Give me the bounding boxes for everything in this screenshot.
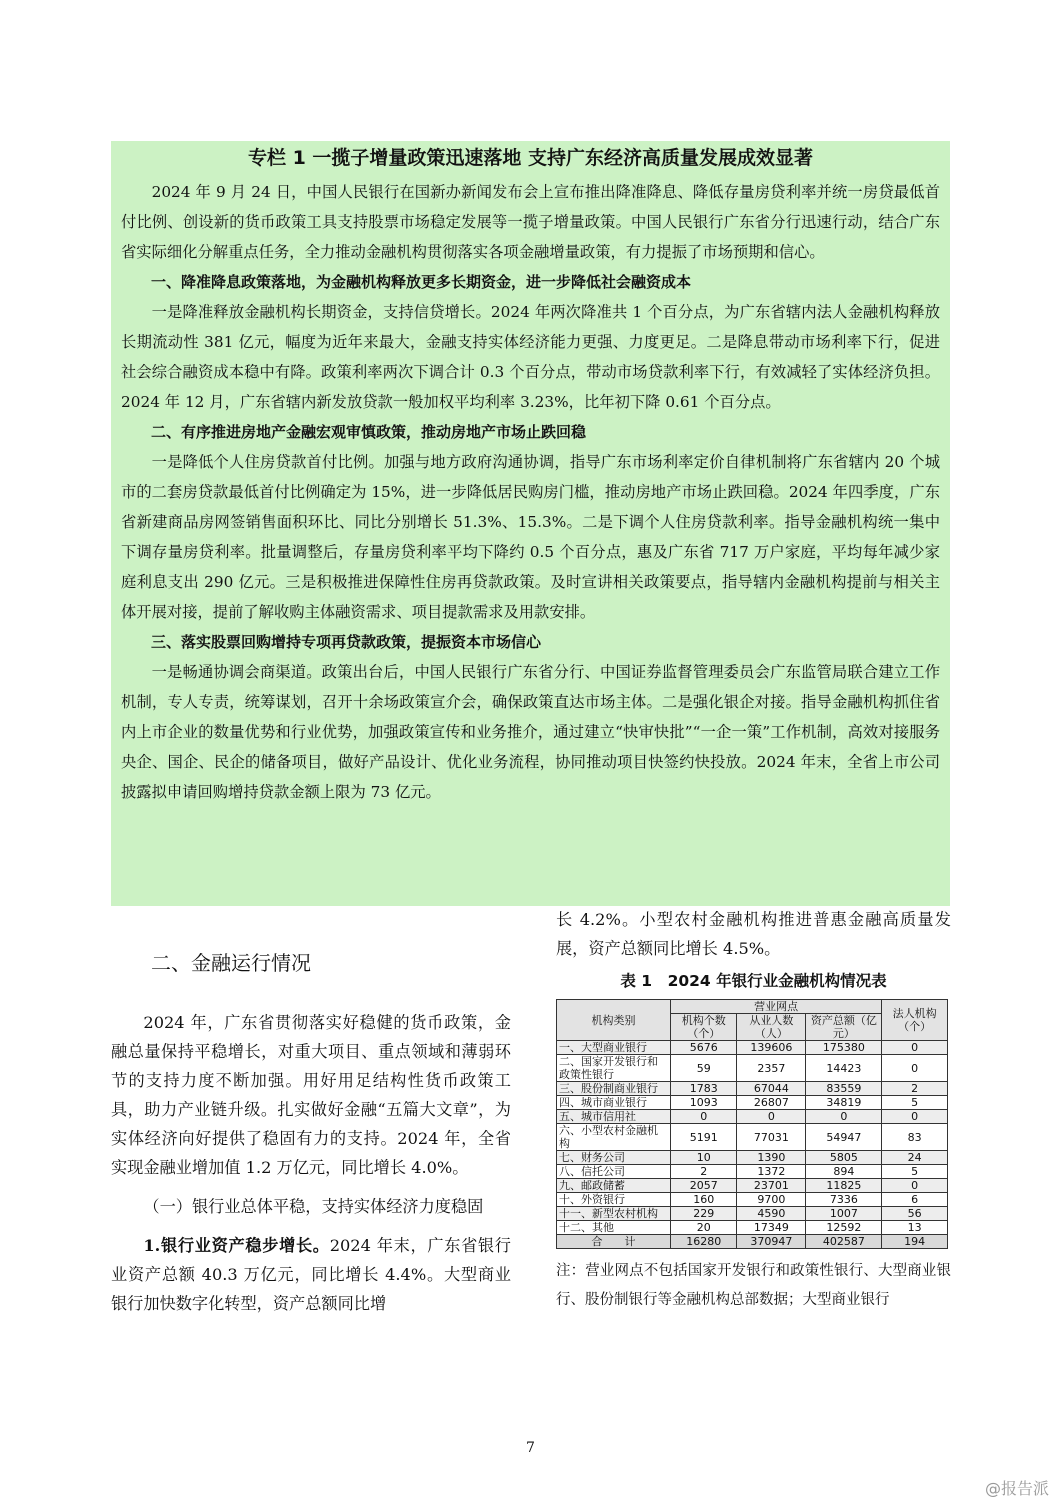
cell-assets: 83559 [806, 1082, 882, 1096]
header-type: 机构类别 [557, 1000, 671, 1041]
paragraph-text: 2024 年末，广东省银行业资产总额 40.3 万亿元，同比增长 4.4%。大型商业银行加快数字化转型，资产总额同比增 [111, 1236, 511, 1313]
cell-name: 三、股份制商业银行 [557, 1082, 671, 1096]
cell-assets: 894 [806, 1165, 882, 1179]
cell-count: 229 [671, 1207, 737, 1221]
box-paragraph-2: 一是降低个人住房贷款首付比例。加强与地方政府沟通协调，指导广东市场利率定价自律机制将广东省辖内 20 个城市的二套房贷款最低首付比例确定为 15%，进一步降低居民购房门槛，推动房地产市场止跌回稳。2024 年四季度，广东省新建商品房网签销售面积环比、同比分别增长 51.3%、15.3%。二是下调个人住房贷款利率。指导金融机构统一集中下调存量房贷利率。批量调整后，存量房贷利率平均下降约 0.5 个百分点，惠及广东省 717 万户家庭，平均每年减少家庭利息支出 290 亿元。三是积极推进保障性住房再贷款政策。及时宣讲相关政策要点，指导辖内金融机构提前与相关主体开展对接，提前了解收购主体融资需求、项目提款需求及用款安排。 [121, 453, 940, 621]
cell-staff: 4590 [737, 1207, 806, 1221]
table-row [557, 1096, 948, 1110]
header-count: 机构个数（个） [671, 1014, 737, 1041]
header-assets: 资产总额（亿元） [806, 1014, 882, 1041]
cell-name: 四、城市商业银行 [557, 1096, 671, 1110]
box-intro: 2024 年 9 月 24 日，中国人民银行在国新办新闻发布会上宣布推出降准降息、降低存量房贷利率并统一房贷最低首付比例、创设新的货币政策工具支持股票市场稳定发展等一揽子增量政策。中国人民银行广东省分行迅速行动，结合广东省实际细化分解重点任务，全力推动金融机构贯彻落实各项金融增量政策，有力提振了市场预期和信心。 [121, 183, 940, 261]
cell-count: 5191 [671, 1124, 737, 1151]
table-row [557, 1207, 948, 1221]
right-column [556, 905, 951, 1315]
cell-name: 二、国家开发银行和政策性银行 [557, 1055, 671, 1082]
table-row [557, 1165, 948, 1179]
cell-legal: 13 [882, 1221, 948, 1235]
cell-assets: 1007 [806, 1207, 882, 1221]
right-paragraph: 长 4.2%。小型农村金融机构推进普惠金融高质量发展，资产总额同比增长 4.5%。 [556, 910, 951, 958]
table-row [557, 1041, 948, 1055]
page-number: 7 [526, 1440, 535, 1456]
left-paragraph-2 [111, 1231, 511, 1318]
cell-name: 六、小型农村金融机构 [557, 1124, 671, 1151]
cell-count: 59 [671, 1055, 737, 1082]
header-group: 营业网点 [671, 1000, 882, 1014]
table-row [557, 1151, 948, 1165]
table-row [557, 1110, 948, 1124]
cell-staff: 1372 [737, 1165, 806, 1179]
cell-count: 1093 [671, 1096, 737, 1110]
cell-staff: 23701 [737, 1179, 806, 1193]
table-row [557, 1082, 948, 1096]
table-row [557, 1193, 948, 1207]
total-count: 16280 [671, 1235, 737, 1249]
cell-name: 七、财务公司 [557, 1151, 671, 1165]
cell-staff: 9700 [737, 1193, 806, 1207]
cell-staff: 2357 [737, 1055, 806, 1082]
watermark: @报告派 [984, 1479, 1049, 1498]
cell-name: 九、邮政储蓄 [557, 1179, 671, 1193]
total-legal: 194 [882, 1235, 948, 1249]
box-paragraph-3: 一是畅通协调会商渠道。政策出台后，中国人民银行广东省分行、中国证券监督管理委员会广东监管局联合建立工作机制，专人专责，统筹谋划，召开十余场政策宣介会，确保政策直达市场主体。二是强化银企对接。指导金融机构抓住省内上市企业的数量优势和行业优势，加强政策宣传和业务推介，通过建立“快审快批”“一企一策”工作机制，高效对接服务央企、国企、民企的储备项目，做好产品设计、优化业务流程，协同推动项目快签约快投放。2024 年末，全省上市公司披露拟申请回购增持贷款金额上限为 73 亿元。 [121, 663, 940, 801]
table-caption: 表 1 2024 年银行业金融机构情况表 [620, 972, 887, 990]
table-row [557, 1221, 948, 1235]
table-row [557, 1179, 948, 1193]
cell-count: 2057 [671, 1179, 737, 1193]
subsection-title: （一）银行业总体平稳，支持实体经济力度稳固 [143, 1197, 484, 1216]
cell-legal: 0 [882, 1041, 948, 1055]
cell-assets: 12592 [806, 1221, 882, 1235]
cell-assets: 7336 [806, 1193, 882, 1207]
cell-staff: 17349 [737, 1221, 806, 1235]
cell-name: 十、外资银行 [557, 1193, 671, 1207]
cell-legal: 56 [882, 1207, 948, 1221]
cell-assets: 14423 [806, 1055, 882, 1082]
cell-legal: 0 [882, 1055, 948, 1082]
cell-legal: 5 [882, 1096, 948, 1110]
cell-count: 5676 [671, 1041, 737, 1055]
cell-count: 1783 [671, 1082, 737, 1096]
header-legal: 法人机构（个） [882, 1000, 948, 1041]
cell-count: 10 [671, 1151, 737, 1165]
cell-name: 八、信托公司 [557, 1165, 671, 1179]
cell-legal: 2 [882, 1082, 948, 1096]
table-note: 注：营业网点不包括国家开发银行和政策性银行、大型商业银行、股份制银行等金融机构总部数据；大型商业银行 [556, 1263, 951, 1308]
total-staff: 370947 [737, 1235, 806, 1249]
cell-assets: 175380 [806, 1041, 882, 1055]
cell-count: 20 [671, 1221, 737, 1235]
cell-legal: 24 [882, 1151, 948, 1165]
total-assets: 402587 [806, 1235, 882, 1249]
cell-count: 160 [671, 1193, 737, 1207]
cell-staff: 67044 [737, 1082, 806, 1096]
total-label: 合 计 [557, 1235, 671, 1249]
cell-staff: 77031 [737, 1124, 806, 1151]
cell-legal: 83 [882, 1124, 948, 1151]
left-column [111, 940, 511, 1318]
box-heading-1: 一、降准降息政策落地，为金融机构释放更多长期资金，进一步降低社会融资成本 [151, 273, 692, 291]
cell-staff: 139606 [737, 1041, 806, 1055]
table-total-row [557, 1235, 948, 1249]
cell-legal: 5 [882, 1165, 948, 1179]
cell-name: 十二、其他 [557, 1221, 671, 1235]
cell-assets: 34819 [806, 1096, 882, 1110]
cell-name: 一、大型商业银行 [557, 1041, 671, 1055]
table-row [557, 1055, 948, 1082]
cell-staff: 1390 [737, 1151, 806, 1165]
cell-legal: 0 [882, 1179, 948, 1193]
policy-box [111, 141, 950, 906]
cell-legal: 6 [882, 1193, 948, 1207]
header-staff: 从业人数（人） [737, 1014, 806, 1041]
section-title: 二、金融运行情况 [151, 951, 311, 975]
box-heading-3: 三、落实股票回购增持专项再贷款政策，提振资本市场信心 [151, 633, 542, 651]
box-title: 专栏 1 一揽子增量政策迅速落地 支持广东经济高质量发展成效显著 [247, 147, 814, 169]
table-row [557, 1124, 948, 1151]
box-heading-2: 二、有序推进房地产金融宏观审慎政策，推动房地产市场止跌回稳 [151, 423, 587, 441]
cell-legal: 0 [882, 1110, 948, 1124]
box-paragraph-1: 一是降准释放金融机构长期资金，支持信贷增长。2024 年两次降准共 1 个百分点，为广东省辖内法人金融机构释放长期流动性 381 亿元，幅度为近年来最大，金融支持实体经济能力更强、力度更足。二是降息带动市场利率下行，促进社会综合融资成本稳中有降。政策利率两次下调合计 0.3 个百分点，带动市场贷款利率下行，有效减轻了实体经济负担。2024 年 12 月，广东省辖内新发放贷款一般加权平均利率 3.23%，比年初下降 0.61 个百分点。 [121, 303, 940, 411]
cell-name: 十一、新型农村机构 [557, 1207, 671, 1221]
cell-assets: 54947 [806, 1124, 882, 1151]
cell-staff: 0 [737, 1110, 806, 1124]
bank-institutions-table [556, 999, 948, 1249]
left-paragraph-1: 2024 年，广东省贯彻落实好稳健的货币政策，金融总量保持平稳增长，对重大项目、重点领域和薄弱环节的支持力度不断加强。用好用足结构性货币政策工具，助力产业链升级。扎实做好金融“五篇大文章”，为实体经济向好提供了稳固有力的支持。2024 年，全省实现金融业增加值 1.2 万亿元，同比增长 4.0%。 [111, 1013, 511, 1177]
paragraph-lead: 1.银行业资产稳步增长。 [143, 1236, 330, 1255]
cell-count: 0 [671, 1110, 737, 1124]
cell-assets: 11825 [806, 1179, 882, 1193]
cell-count: 2 [671, 1165, 737, 1179]
cell-staff: 26807 [737, 1096, 806, 1110]
cell-assets: 0 [806, 1110, 882, 1124]
cell-name: 五、城市信用社 [557, 1110, 671, 1124]
cell-assets: 5805 [806, 1151, 882, 1165]
